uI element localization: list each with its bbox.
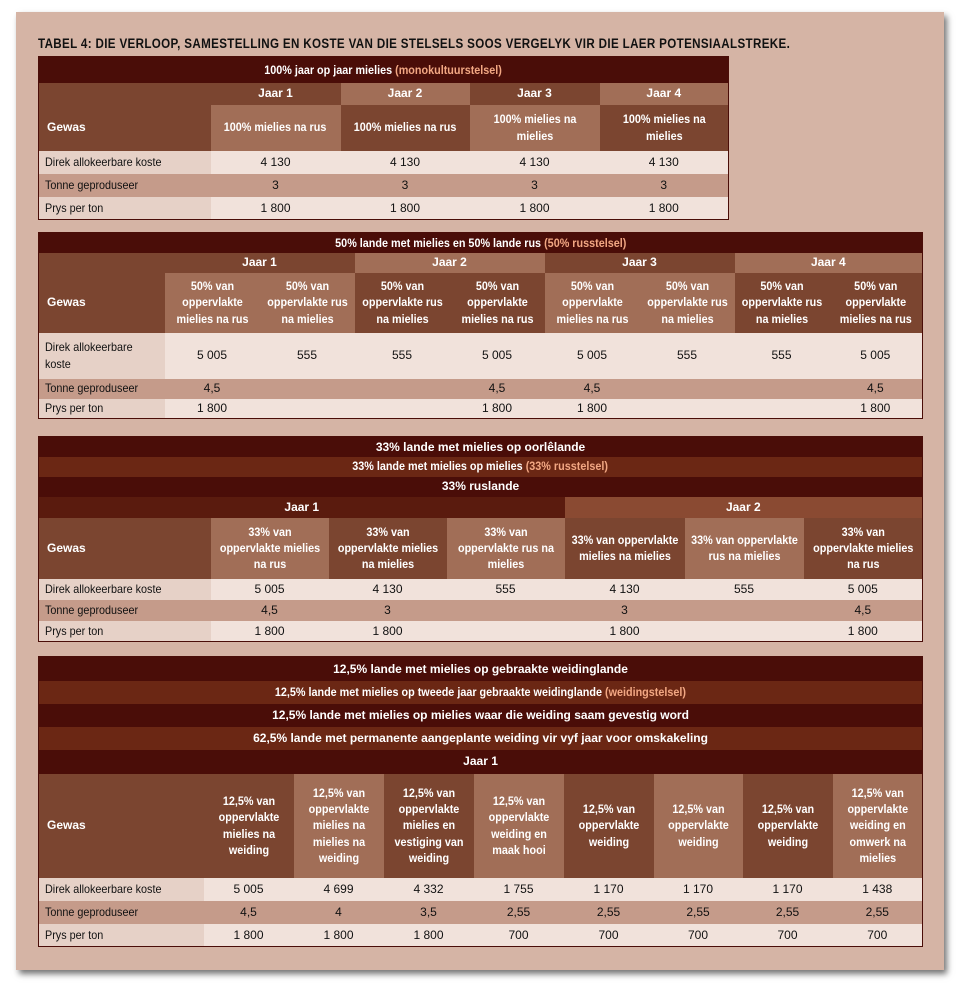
crop-header: 12,5% van oppervlakte mielies na weiding xyxy=(204,774,294,878)
crop-header: 33% van oppervlakte rus na mielies xyxy=(685,518,804,579)
value-cell: 1 800 xyxy=(384,924,474,947)
year-header: Jaar 2 xyxy=(355,253,545,273)
value-cell: 2,55 xyxy=(743,901,833,924)
year-header: Jaar 2 xyxy=(341,83,470,105)
gewas-label: Gewas xyxy=(39,273,165,333)
value-cell: 1 800 xyxy=(165,399,260,419)
table3-header: 33% lande met mielies op oorlêlande xyxy=(39,437,923,457)
crop-header: 50% van oppervlakte mielies na rus xyxy=(450,273,545,333)
crop-header: 33% van oppervlakte mielies na mielies xyxy=(565,518,685,579)
crop-header: 100% mielies na rus xyxy=(341,105,470,151)
table4-header: 62,5% lande met permanente aangeplante weiding vir vyf jaar voor omskakeling xyxy=(39,727,923,750)
table-row: Prys per ton 1 800 1 800 1 800 1 800 xyxy=(39,197,729,220)
value-cell xyxy=(640,379,735,399)
table-row: Direk allokeerbare koste 5 005 555 555 5 005 5 005 555 555 5 005 xyxy=(39,333,923,379)
year-header: Jaar 4 xyxy=(735,253,923,273)
value-cell: 555 xyxy=(685,579,804,600)
value-cell: 3 xyxy=(600,174,729,197)
table1-header: 100% jaar op jaar mielies (monokultuurstelsel) xyxy=(39,57,729,83)
value-cell: 4 xyxy=(294,901,384,924)
value-cell: 3 xyxy=(329,600,447,621)
value-cell: 3 xyxy=(565,600,685,621)
table4-header: 12,5% lande met mielies op tweede jaar gebraakte weidinglande (weidingstelsel) xyxy=(39,681,923,704)
year-header: Jaar 3 xyxy=(545,253,735,273)
gewas-label: Gewas xyxy=(39,774,204,878)
table-row: Direk allokeerbare koste 4 130 4 130 4 130 4 130 xyxy=(39,151,729,174)
value-cell xyxy=(735,379,829,399)
value-cell xyxy=(447,600,565,621)
value-cell: 1 800 xyxy=(294,924,384,947)
value-cell: 4 130 xyxy=(470,151,600,174)
year-header: Jaar 2 xyxy=(565,497,923,518)
table-33-rest xyxy=(38,436,923,642)
crop-header: 50% van oppervlakte rus na mielies xyxy=(355,273,450,333)
value-cell: 4,5 xyxy=(165,379,260,399)
value-cell xyxy=(735,399,829,419)
value-cell: 5 005 xyxy=(545,333,640,379)
crop-header: 50% van oppervlakte mielies na rus xyxy=(829,273,923,333)
value-cell: 4,5 xyxy=(211,600,329,621)
table-row: Tonne geproduseer 4,5 4,5 4,5 4,5 xyxy=(39,379,923,399)
crop-header: 33% van oppervlakte mielies na rus xyxy=(804,518,923,579)
crop-header: 12,5% van oppervlakte mielies na mielies na weiding xyxy=(294,774,384,878)
value-cell: 1 800 xyxy=(804,621,923,642)
value-cell xyxy=(447,621,565,642)
value-cell: 4,5 xyxy=(545,379,640,399)
value-cell: 555 xyxy=(640,333,735,379)
value-cell xyxy=(355,399,450,419)
value-cell: 1 755 xyxy=(474,878,564,901)
crop-header: 50% van oppervlakte mielies na rus xyxy=(165,273,260,333)
crop-header: 100% mielies na mielies xyxy=(470,105,600,151)
crop-header: 33% van oppervlakte rus na mielies xyxy=(447,518,565,579)
table-row: Tonne geproduseer 4,5 4 3,5 2,55 2,55 2,55 2,55 2,55 xyxy=(39,901,923,924)
value-cell: 1 170 xyxy=(654,878,743,901)
value-cell: 5 005 xyxy=(450,333,545,379)
value-cell: 5 005 xyxy=(204,878,294,901)
crop-header: 33% van oppervlakte mielies na mielies xyxy=(329,518,447,579)
table-monoculture xyxy=(38,56,729,220)
crop-header: 50% van oppervlakte rus na mielies xyxy=(640,273,735,333)
value-cell: 1 438 xyxy=(833,878,923,901)
crop-header: 12,5% van oppervlakte weiding en omwerk na mielies xyxy=(833,774,923,878)
value-cell: 700 xyxy=(743,924,833,947)
year-header: Jaar 1 xyxy=(165,253,355,273)
table-row: Prys per ton 1 800 1 800 1 800 1 800 xyxy=(39,399,923,419)
crop-header: 50% van oppervlakte mielies na rus xyxy=(545,273,640,333)
page-title: TABEL 4: DIE VERLOOP, SAMESTELLING EN KOSTE VAN DIE STELSELS SOOS VERGELYK VIR DIE LAER POTENSIAALSTREKE. xyxy=(38,36,791,51)
value-cell: 1 170 xyxy=(743,878,833,901)
year-header: Jaar 1 xyxy=(39,750,923,774)
value-cell: 3 xyxy=(211,174,341,197)
value-cell: 1 800 xyxy=(329,621,447,642)
value-cell: 1 800 xyxy=(470,197,600,220)
value-cell: 555 xyxy=(735,333,829,379)
value-cell: 4,5 xyxy=(204,901,294,924)
value-cell: 4 332 xyxy=(384,878,474,901)
table-row: Prys per ton 1 800 1 800 1 800 700 700 700 700 700 xyxy=(39,924,923,947)
table4-header: 12,5% lande met mielies op mielies waar die weiding saam gevestig word xyxy=(39,704,923,727)
value-cell: 700 xyxy=(474,924,564,947)
value-cell: 4 130 xyxy=(565,579,685,600)
value-cell: 1 800 xyxy=(565,621,685,642)
value-cell: 700 xyxy=(564,924,654,947)
value-cell: 700 xyxy=(654,924,743,947)
value-cell: 2,55 xyxy=(833,901,923,924)
value-cell: 4,5 xyxy=(450,379,545,399)
crop-header: 12,5% van oppervlakte weiding xyxy=(654,774,743,878)
value-cell: 4 130 xyxy=(341,151,470,174)
value-cell: 4,5 xyxy=(829,379,923,399)
value-cell xyxy=(260,399,355,419)
table-grazing xyxy=(38,656,923,947)
table3-header: 33% lande met mielies op mielies (33% russtelsel) xyxy=(39,457,923,477)
table-row: Tonne geproduseer 4,5 3 3 4,5 xyxy=(39,600,923,621)
value-cell: 555 xyxy=(355,333,450,379)
value-cell: 1 800 xyxy=(211,197,341,220)
value-cell: 2,55 xyxy=(474,901,564,924)
table-row: Direk allokeerbare koste 5 005 4 130 555 4 130 555 5 005 xyxy=(39,579,923,600)
crop-header: 12,5% van oppervlakte mielies en vestiging van weiding xyxy=(384,774,474,878)
year-header: Jaar 1 xyxy=(39,497,565,518)
table-row: Direk allokeerbare koste 5 005 4 699 4 332 1 755 1 170 1 170 1 170 1 438 xyxy=(39,878,923,901)
table2-header: 50% lande met mielies en 50% lande rus (50% russtelsel) xyxy=(39,233,923,253)
value-cell: 1 800 xyxy=(211,621,329,642)
crop-header: 12,5% van oppervlakte weiding en maak hooi xyxy=(474,774,564,878)
table-row: Prys per ton 1 800 1 800 1 800 1 800 xyxy=(39,621,923,642)
value-cell xyxy=(355,379,450,399)
value-cell: 555 xyxy=(447,579,565,600)
value-cell: 2,55 xyxy=(654,901,743,924)
value-cell: 1 800 xyxy=(450,399,545,419)
value-cell: 1 800 xyxy=(545,399,640,419)
value-cell: 4 130 xyxy=(211,151,341,174)
table4-header: 12,5% lande met mielies op gebraakte weidinglande xyxy=(39,657,923,681)
crop-header: 50% van oppervlakte rus na mielies xyxy=(735,273,829,333)
value-cell: 3,5 xyxy=(384,901,474,924)
value-cell: 4 699 xyxy=(294,878,384,901)
value-cell: 700 xyxy=(833,924,923,947)
value-cell: 4 130 xyxy=(329,579,447,600)
value-cell: 3 xyxy=(341,174,470,197)
gewas-label: Gewas xyxy=(39,105,211,151)
value-cell xyxy=(685,600,804,621)
crop-header: 100% mielies na rus xyxy=(211,105,341,151)
year-header: Jaar 1 xyxy=(211,83,341,105)
value-cell: 5 005 xyxy=(165,333,260,379)
value-cell xyxy=(260,379,355,399)
gewas-label: Gewas xyxy=(39,518,211,579)
table3-header: 33% ruslande xyxy=(39,477,923,497)
value-cell: 1 800 xyxy=(341,197,470,220)
value-cell: 2,55 xyxy=(564,901,654,924)
value-cell: 4,5 xyxy=(804,600,923,621)
crop-header: 12,5% van oppervlakte weiding xyxy=(564,774,654,878)
value-cell: 555 xyxy=(260,333,355,379)
value-cell: 1 800 xyxy=(204,924,294,947)
value-cell: 1 800 xyxy=(829,399,923,419)
crop-header: 12,5% van oppervlakte weiding xyxy=(743,774,833,878)
crop-header: 100% mielies na mielies xyxy=(600,105,729,151)
value-cell xyxy=(685,621,804,642)
year-header: Jaar 4 xyxy=(600,83,729,105)
value-cell: 1 800 xyxy=(600,197,729,220)
value-cell: 5 005 xyxy=(829,333,923,379)
crop-header: 50% van oppervlakte rus na mielies xyxy=(260,273,355,333)
value-cell xyxy=(640,399,735,419)
year-header: Jaar 3 xyxy=(470,83,600,105)
value-cell: 3 xyxy=(470,174,600,197)
table-row: Tonne geproduseer 3 3 3 3 xyxy=(39,174,729,197)
table-50-rest xyxy=(38,232,923,419)
crop-header: 33% van oppervlakte mielies na rus xyxy=(211,518,329,579)
value-cell: 5 005 xyxy=(804,579,923,600)
value-cell: 1 170 xyxy=(564,878,654,901)
value-cell: 4 130 xyxy=(600,151,729,174)
value-cell: 5 005 xyxy=(211,579,329,600)
